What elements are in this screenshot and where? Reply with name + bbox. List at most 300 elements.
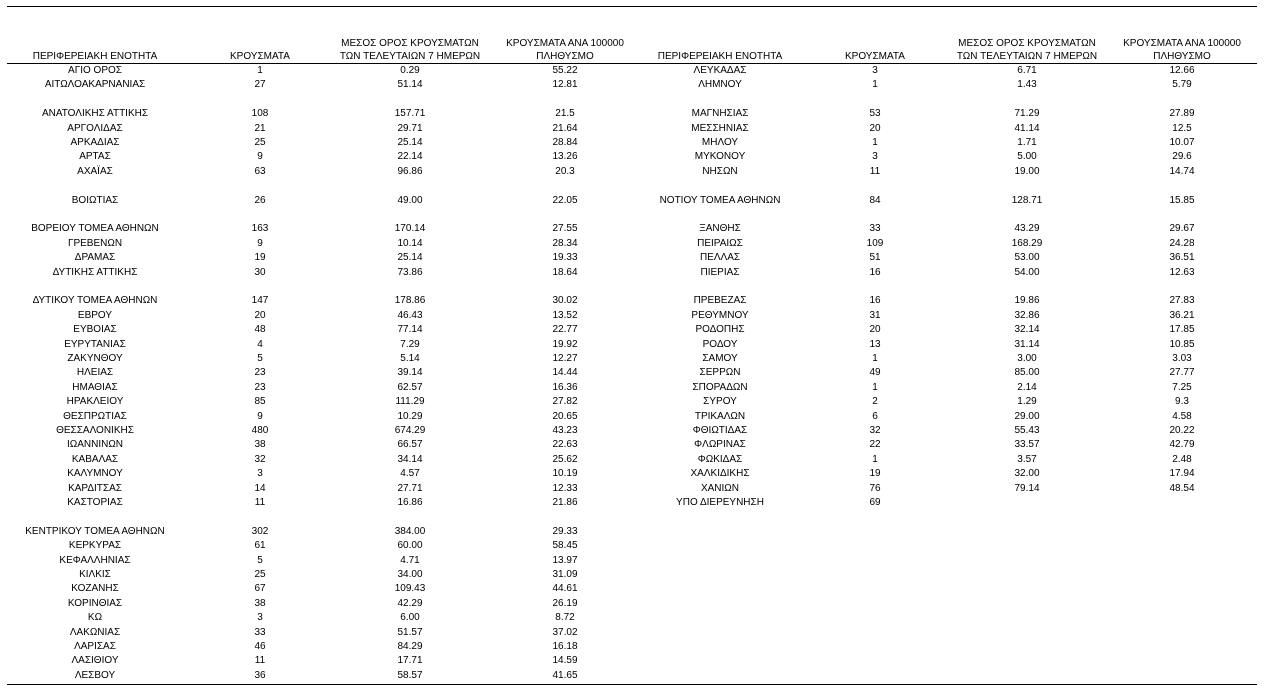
cell-cases: 13 [869,338,881,350]
cell-avg: 60.00 [397,540,423,552]
cell-name: ΜΥΚΟΝΟΥ [694,151,746,163]
cell-per: 16.36 [552,381,578,393]
cell-cases: 46 [254,641,266,652]
table-row [0,626,1278,640]
cell-per: 12.63 [1169,266,1195,278]
table-row [0,467,1278,481]
cell-cases: 147 [251,295,269,307]
cell-name: ΒΟΡΕΙΟΥ ΤΟΜΕΑ ΑΘΗΝΩΝ [31,223,159,235]
table-row [0,237,1278,251]
cell-avg: 58.57 [397,669,423,681]
cell-per: 12.66 [1169,65,1195,76]
cell-per: 31.09 [552,569,578,580]
table-row [0,539,1278,553]
cell-cases: 23 [254,381,266,393]
cell-per: 12.33 [552,482,578,494]
cell-name: ΡΟΔΟΠΗΣ [695,324,745,336]
cell-per: 44.61 [552,583,578,595]
left-header-per100k-line1: ΚΡΟΥΣΜΑΤΑ ΑΝΑ 100000 [506,38,624,49]
cell-cases: 27 [254,79,266,91]
cell-avg: 5.14 [400,353,420,364]
cell-cases: 61 [254,540,266,552]
cell-per: 20.22 [1169,425,1195,436]
cell-per: 27.82 [552,396,578,408]
cell-avg: 43.29 [1014,223,1040,235]
cell-per: 29.6 [1172,151,1192,163]
cell-name: ΔΥΤΙΚΟΥ ΤΟΜΕΑ ΑΘΗΝΩΝ [32,295,158,307]
cell-name: ΔΡΑΜΑΣ [74,252,116,264]
cell-name: ΛΑΚΩΝΙΑΣ [69,626,121,638]
cell-per: 16.18 [552,641,578,652]
bottom-rule [7,684,1257,685]
cell-name: ΚΙΛΚΙΣ [79,569,111,580]
cell-avg: 73.86 [397,266,423,278]
table-row [0,366,1278,380]
cell-cases: 2 [872,396,878,408]
cell-per: 20.3 [555,165,575,177]
table-row [0,438,1278,452]
cell-per: 14.44 [552,367,578,379]
table-row [0,424,1278,438]
cell-cases: 6 [872,410,878,422]
table-row [0,338,1278,352]
cell-per: 18.64 [552,266,578,278]
cell-cases: 33 [869,223,881,235]
cell-avg: 77.14 [397,324,423,336]
cell-avg: 32.14 [1014,324,1040,336]
cell-per: 48.54 [1169,482,1195,494]
cell-per: 15.85 [1169,194,1195,206]
table-row [0,453,1278,467]
cell-name: ΦΩΚΙΔΑΣ [697,453,743,465]
cell-avg: 17.71 [397,655,423,667]
left-header-avg [325,37,495,63]
cell-name: ΜΕΣΣΗΝΙΑΣ [691,122,749,134]
table-row [0,251,1278,265]
cell-cases: 49 [869,367,881,379]
cell-avg: 33.57 [1014,439,1040,451]
cell-avg: 54.00 [1014,266,1040,278]
cell-cases: 53 [869,108,881,120]
cell-cases: 1 [872,137,878,148]
cell-cases: 3 [257,612,263,624]
table-row [0,122,1278,136]
table-row [0,208,1278,222]
cell-name: ΑΡΤΑΣ [79,151,111,163]
cell-cases: 31 [869,309,881,321]
cell-per: 41.65 [552,669,578,681]
cell-avg: 6.00 [400,612,420,624]
table-row [0,266,1278,280]
cell-cases: 51 [869,252,881,264]
cell-per: 10.19 [552,468,578,480]
cell-name: ΕΥΡΥΤΑΝΙΑΣ [64,338,126,350]
cell-name: ΚΩ [87,612,103,624]
right-header-avg [942,37,1112,63]
cell-avg: 3.00 [1017,353,1037,364]
table-row [0,165,1278,179]
cell-cases: 32 [254,453,266,465]
table-row [0,93,1278,107]
cell-cases: 25 [254,137,266,148]
cell-per: 5.79 [1172,79,1192,91]
right-header-cases: ΚΡΟΥΣΜΑΤΑ [845,51,905,62]
cell-per: 19.92 [552,338,578,350]
cell-per: 13.97 [552,554,578,566]
left-header-region: ΠΕΡΙΦΕΡΕΙΑΚΗ ΕΝΟΤΗΤΑ [32,51,158,62]
cell-avg: 170.14 [394,223,426,235]
table-row [0,554,1278,568]
cell-per: 36.51 [1169,252,1195,264]
cell-avg: 178.86 [394,295,426,307]
cell-per: 17.94 [1169,468,1195,480]
cell-cases: 20 [869,122,881,134]
left-header-per100k [480,37,650,63]
cell-per: 9.3 [1175,396,1189,408]
table-row [0,395,1278,409]
cell-avg: 109.43 [394,583,426,595]
cell-name: ΚΟΖΑΝΗΣ [71,583,119,595]
right-header-avg-line1: ΜΕΣΟΣ ΟΡΟΣ ΚΡΟΥΣΜΑΤΩΝ [958,38,1096,49]
table-row [0,194,1278,208]
left-header-cases: ΚΡΟΥΣΜΑΤΑ [230,51,290,62]
cell-name: ΗΡΑΚΛΕΙΟΥ [66,396,124,408]
cell-per: 42.79 [1169,439,1195,451]
table-row [0,410,1278,424]
cell-avg: 168.29 [1011,237,1043,249]
cell-avg: 51.57 [397,626,423,638]
cell-name: ΠΕΛΛΑΣ [699,252,741,264]
cell-per: 8.72 [555,612,575,624]
cell-cases: 108 [251,108,269,120]
cell-name: ΡΕΘΥΜΝΟΥ [691,309,749,321]
cell-avg: 5.00 [1017,151,1037,163]
table-row [0,510,1278,524]
cell-avg: 55.43 [1014,425,1040,436]
table-row [0,482,1278,496]
cell-name: ΑΧΑΪΑΣ [77,165,113,177]
right-header-avg-line2: ΤΩΝ ΤΕΛΕΥΤΑΙΩΝ 7 ΗΜΕΡΩΝ [956,51,1098,62]
table-row [0,611,1278,625]
cell-avg: 3.57 [1017,453,1037,465]
cell-name: ΑΓΙΟ ΟΡΟΣ [68,65,122,76]
cell-per: 29.33 [552,525,578,537]
cell-name: ΓΡΕΒΕΝΩΝ [67,237,123,249]
right-header-per100k-line2: ΠΛΗΘΥΣΜΟ [1153,51,1211,62]
cell-per: 28.84 [552,137,578,148]
cell-avg: 32.00 [1014,468,1040,480]
table-row [0,78,1278,92]
cell-name: ΠΡΕΒΕΖΑΣ [693,295,747,307]
cell-avg: 46.43 [397,309,423,321]
cell-per: 13.52 [552,309,578,321]
cell-cases: 9 [257,237,263,249]
cell-cases: 22 [869,439,881,451]
cell-per: 24.28 [1169,237,1195,249]
cell-avg: 4.57 [400,468,420,480]
cell-cases: 20 [869,324,881,336]
right-header-region: ΠΕΡΙΦΕΡΕΙΑΚΗ ΕΝΟΤΗΤΑ [657,51,783,62]
cell-per: 25.62 [552,453,578,465]
cell-cases: 4 [257,338,263,350]
cell-per: 27.83 [1169,295,1195,307]
cell-name: ΕΒΡΟΥ [77,309,113,321]
cell-name: ΖΑΚΥΝΘΟΥ [67,353,123,364]
cell-avg: 16.86 [397,497,423,508]
table-row [0,582,1278,596]
table-row [0,309,1278,323]
cell-name: ΧΑΝΙΩΝ [700,482,740,494]
cell-per: 58.45 [552,540,578,552]
cell-avg: 34.00 [397,569,423,580]
cell-cases: 3 [872,151,878,163]
cell-avg: 2.14 [1017,381,1037,393]
left-header-avg-line1: ΜΕΣΟΣ ΟΡΟΣ ΚΡΟΥΣΜΑΤΩΝ [341,38,479,49]
cell-name: ΑΝΑΤΟΛΙΚΗΣ ΑΤΤΙΚΗΣ [41,108,149,120]
cell-avg: 1.29 [1017,396,1037,408]
cell-avg: 10.29 [397,410,423,422]
cell-avg: 25.14 [397,137,423,148]
cell-avg: 25.14 [397,252,423,264]
cell-name: ΤΡΙΚΑΛΩΝ [694,410,746,422]
table-row [0,280,1278,294]
cell-per: 20.65 [552,410,578,422]
table-row [0,352,1278,366]
cell-name: ΛΑΣΙΘΙΟΥ [71,655,119,667]
cell-cases: 5 [257,353,263,364]
cell-cases: 1 [872,79,878,91]
cell-name: ΛΗΜΝΟΥ [698,79,742,91]
cell-name: ΠΙΕΡΙΑΣ [700,266,740,278]
cell-name: ΦΛΩΡΙΝΑΣ [694,439,746,451]
cell-avg: 62.57 [397,381,423,393]
table-row [0,294,1278,308]
cell-cases: 38 [254,439,266,451]
cell-cases: 5 [257,554,263,566]
cell-name: ΚΕΝΤΡΙΚΟΥ ΤΟΜΕΑ ΑΘΗΝΩΝ [25,525,165,537]
cell-name: ΗΜΑΘΙΑΣ [72,381,118,393]
cell-per: 2.48 [1172,453,1192,465]
cell-cases: 1 [872,453,878,465]
cell-avg: 1.43 [1017,79,1037,91]
cell-per: 7.25 [1172,381,1192,393]
table-row [0,381,1278,395]
cell-per: 21.5 [555,108,575,120]
table-row [0,640,1278,654]
cell-name: ΦΘΙΩΤΙΔΑΣ [692,425,748,436]
table-row [0,136,1278,150]
cell-cases: 1 [872,353,878,364]
cell-per: 3.03 [1172,353,1192,364]
cell-per: 4.58 [1172,410,1192,422]
cell-per: 37.02 [552,626,578,638]
cell-name: ΛΕΥΚΑΔΑΣ [693,65,747,76]
cell-avg: 128.71 [1011,194,1043,206]
cell-per: 19.33 [552,252,578,264]
cell-cases: 1 [872,381,878,393]
cell-cases: 21 [254,122,266,134]
cell-name: ΛΑΡΙΣΑΣ [74,641,116,652]
cell-cases: 480 [251,425,269,436]
cell-avg: 384.00 [394,525,426,537]
cell-name: ΜΗΛΟΥ [701,137,739,148]
cell-name: ΚΑΣΤΟΡΙΑΣ [67,497,123,508]
table-row [0,568,1278,582]
cell-name: ΡΟΔΟΥ [702,338,738,350]
cell-name: ΚΟΡΙΝΘΙΑΣ [67,597,123,609]
cell-name: ΣΕΡΡΩΝ [699,367,741,379]
cell-cases: 11 [254,655,266,667]
cell-name: ΣΠΟΡΑΔΩΝ [692,381,748,393]
cell-per: 22.63 [552,439,578,451]
cell-avg: 79.14 [1014,482,1040,494]
cell-name: ΒΟΙΩΤΙΑΣ [71,194,119,206]
cell-avg: 34.14 [397,453,423,465]
cell-avg: 49.00 [397,194,423,206]
cell-per: 21.86 [552,497,578,508]
right-header-per100k-line1: ΚΡΟΥΣΜΑΤΑ ΑΝΑ 100000 [1123,38,1241,49]
table-row [0,150,1278,164]
cell-cases: 11 [869,165,881,177]
cell-cases: 20 [254,309,266,321]
cell-cases: 33 [254,626,266,638]
cell-avg: 22.14 [397,151,423,163]
right-header-per100k [1097,37,1267,63]
cell-per: 14.74 [1169,165,1195,177]
cell-per: 17.85 [1169,324,1195,336]
cell-avg: 41.14 [1014,122,1040,134]
cell-name: ΝΗΣΩΝ [702,165,738,177]
cell-cases: 69 [869,497,881,508]
cell-cases: 32 [869,425,881,436]
cell-cases: 85 [254,396,266,408]
cell-avg: 71.29 [1014,108,1040,120]
cell-cases: 109 [866,237,884,249]
cell-name: ΚΑΡΔΙΤΣΑΣ [68,482,122,494]
cell-avg: 10.14 [397,237,423,249]
cell-avg: 29.00 [1014,410,1040,422]
cell-per: 22.05 [552,194,578,206]
cell-per: 12.27 [552,353,578,364]
cell-avg: 19.00 [1014,165,1040,177]
cell-cases: 9 [257,410,263,422]
left-header-avg-line2: ΤΩΝ ΤΕΛΕΥΤΑΙΩΝ 7 ΗΜΕΡΩΝ [339,51,481,62]
cell-avg: 157.71 [394,108,426,120]
cell-cases: 14 [254,482,266,494]
cell-per: 13.26 [552,151,578,163]
table-row [0,525,1278,539]
cell-avg: 85.00 [1014,367,1040,379]
cell-cases: 48 [254,324,266,336]
cell-cases: 38 [254,597,266,609]
cell-avg: 39.14 [397,367,423,379]
cell-name: ΣΑΜΟΥ [702,353,738,364]
cell-cases: 163 [251,223,269,235]
cell-per: 10.85 [1169,338,1195,350]
cell-per: 21.64 [552,122,578,134]
cell-cases: 9 [257,151,263,163]
cell-per: 12.81 [552,79,578,91]
cell-name: ΕΥΒΟΙΑΣ [73,324,117,336]
cell-per: 22.77 [552,324,578,336]
cell-name: ΚΑΒΑΛΑΣ [71,453,119,465]
cell-cases: 36 [254,669,266,681]
cell-per: 43.23 [552,425,578,436]
cell-cases: 1 [257,65,263,76]
cell-cases: 19 [869,468,881,480]
cell-per: 27.77 [1169,367,1195,379]
cell-per: 36.21 [1169,309,1195,321]
cell-per: 27.89 [1169,108,1195,120]
cell-name: ΛΕΣΒΟΥ [74,669,116,681]
cell-cases: 3 [257,468,263,480]
cell-cases: 302 [251,525,269,537]
cell-cases: 19 [254,252,266,264]
cell-avg: 32.86 [1014,309,1040,321]
cell-cases: 16 [869,295,881,307]
cell-name: ΘΕΣΣΑΛΟΝΙΚΗΣ [56,425,134,436]
cell-avg: 84.29 [397,641,423,652]
cell-name: ΑΡΓΟΛΙΔΑΣ [67,122,123,134]
cell-avg: 4.71 [400,554,420,566]
table-row [0,222,1278,236]
cell-per: 12.5 [1172,122,1192,134]
cell-avg: 19.86 [1014,295,1040,307]
cell-name: ΗΛΕΙΑΣ [76,367,114,379]
cell-name: ΧΑΛΚΙΔΙΚΗΣ [690,468,750,480]
cell-name: ΔΥΤΙΚΗΣ ΑΤΤΙΚΗΣ [52,266,138,278]
cell-avg: 111.29 [395,396,425,408]
cell-avg: 7.29 [400,338,420,350]
cell-per: 28.34 [552,237,578,249]
left-header-per100k-line2: ΠΛΗΘΥΣΜΟ [536,51,594,62]
cell-avg: 53.00 [1014,252,1040,264]
cell-cases: 30 [254,266,266,278]
cell-per: 55.22 [552,65,578,76]
cell-cases: 26 [254,194,266,206]
table-row [0,597,1278,611]
cell-name: ΝΟΤΙΟΥ ΤΟΜΕΑ ΑΘΗΝΩΝ [659,194,781,206]
table-row [0,654,1278,668]
table-row [0,107,1278,121]
cell-name: ΞΑΝΘΗΣ [699,223,741,235]
table-row [0,64,1278,78]
cell-avg: 42.29 [397,597,423,609]
cell-cases: 25 [254,569,266,580]
cell-cases: 63 [254,165,266,177]
cell-cases: 84 [869,194,881,206]
table-row [0,669,1278,683]
cell-name: ΑΡΚΑΔΙΑΣ [70,137,120,148]
table-row [0,179,1278,193]
cell-per: 29.67 [1169,223,1195,235]
top-rule [7,6,1257,7]
cell-name: ΚΑΛΥΜΝΟΥ [67,468,123,480]
cell-avg: 27.71 [397,482,423,494]
cell-per: 10.07 [1169,137,1195,148]
cell-name: ΚΕΦΑΛΛΗΝΙΑΣ [59,554,131,566]
cell-avg: 6.71 [1017,65,1037,76]
cell-per: 30.02 [552,295,578,307]
cell-cases: 67 [254,583,266,595]
cell-name: ΑΙΤΩΛΟΑΚΑΡΝΑΝΙΑΣ [44,79,146,91]
cell-per: 14.59 [552,655,578,667]
cell-name: ΠΕΙΡΑΙΩΣ [697,237,743,249]
cell-avg: 66.57 [397,439,423,451]
cell-cases: 16 [869,266,881,278]
cell-avg: 31.14 [1014,338,1040,350]
cell-name: ΣΥΡΟΥ [703,396,737,408]
